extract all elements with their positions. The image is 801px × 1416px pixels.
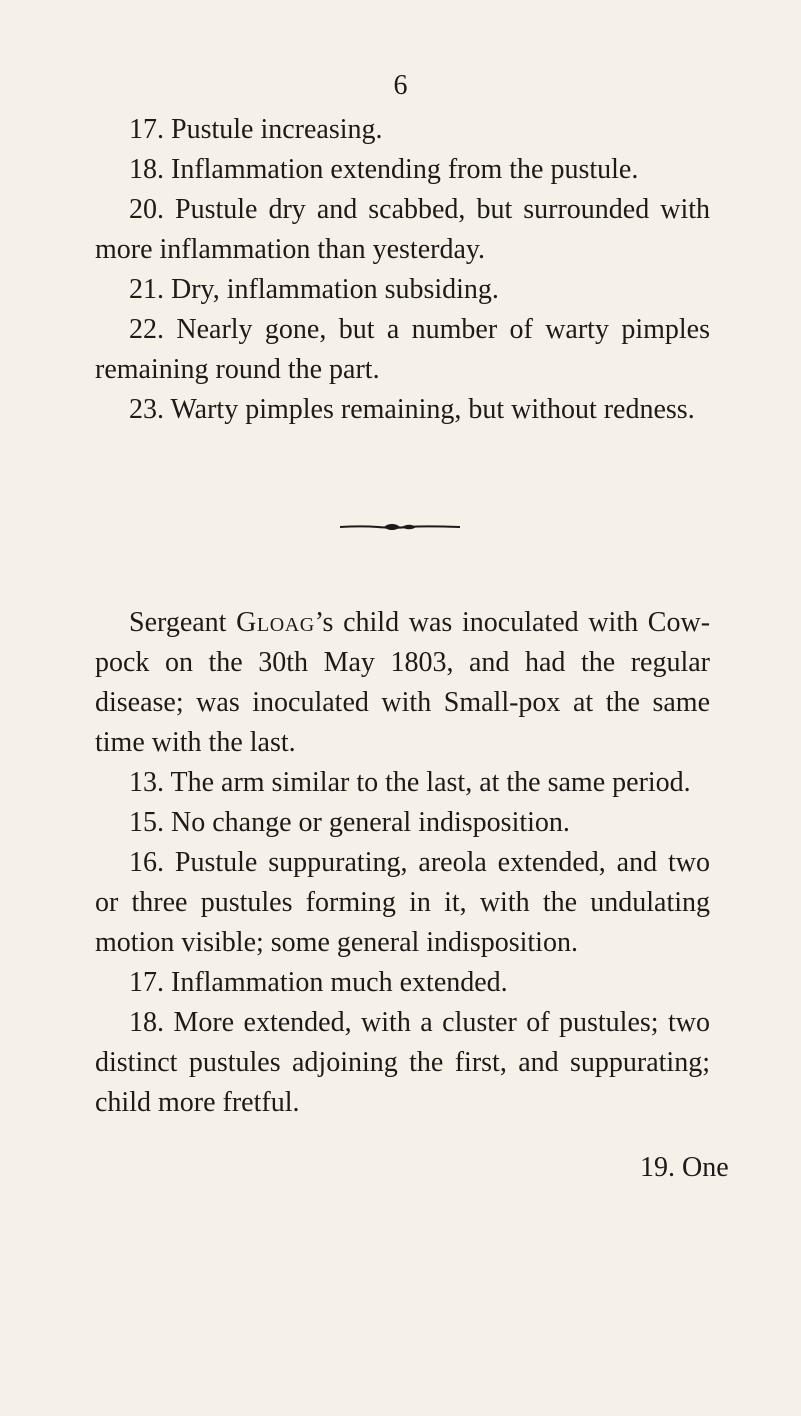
case-intro-before: Sergeant bbox=[129, 607, 237, 638]
entry-18-top: 18. Inflammation extending from the pustule. bbox=[129, 154, 639, 185]
entry-18-bottom: 18. More extended, with a cluster of pustules; two distinct pustules adjoining the first, and suppurating; child more fretful. bbox=[95, 1007, 710, 1118]
bottom-entries bbox=[95, 603, 710, 1123]
case-intro-name: Gloag bbox=[236, 607, 315, 638]
entry-21-top: 21. Dry, inflammation subsiding. bbox=[129, 274, 499, 305]
entry-20-top: 20. Pustule dry and scabbed, but surrounded with more inflammation than yesterday. bbox=[95, 194, 710, 265]
entry-16: 16. Pustule suppurating, areola extended, and two or three pustules forming in it, with the undulating motion visible; some general indisposition. bbox=[95, 847, 710, 958]
entry-13: 13. The arm similar to the last, at the same period. bbox=[129, 767, 691, 798]
entry-23-top: 23. Warty pimples remaining, but without redness. bbox=[129, 394, 695, 425]
entry-17-bottom: 17. Inflammation much extended. bbox=[129, 967, 508, 998]
page-number: 6 bbox=[393, 70, 408, 101]
case-intro-after: ’s child was inoculated with Cow-pock on the 30th May 1803, and had the regular disease; was inoculated with Small-pox at the same time with the last. bbox=[95, 607, 711, 758]
top-entries bbox=[95, 110, 710, 430]
case-intro bbox=[95, 603, 710, 763]
entry-22-top: 22. Nearly gone, but a number of warty pimples remaining round the part. bbox=[95, 314, 710, 385]
entry-15: 15. No change or general indisposition. bbox=[129, 807, 570, 838]
entry-17-top: 17. Pustule increasing. bbox=[129, 114, 383, 145]
catchword: 19. One bbox=[640, 1152, 729, 1183]
section-divider bbox=[340, 522, 460, 532]
